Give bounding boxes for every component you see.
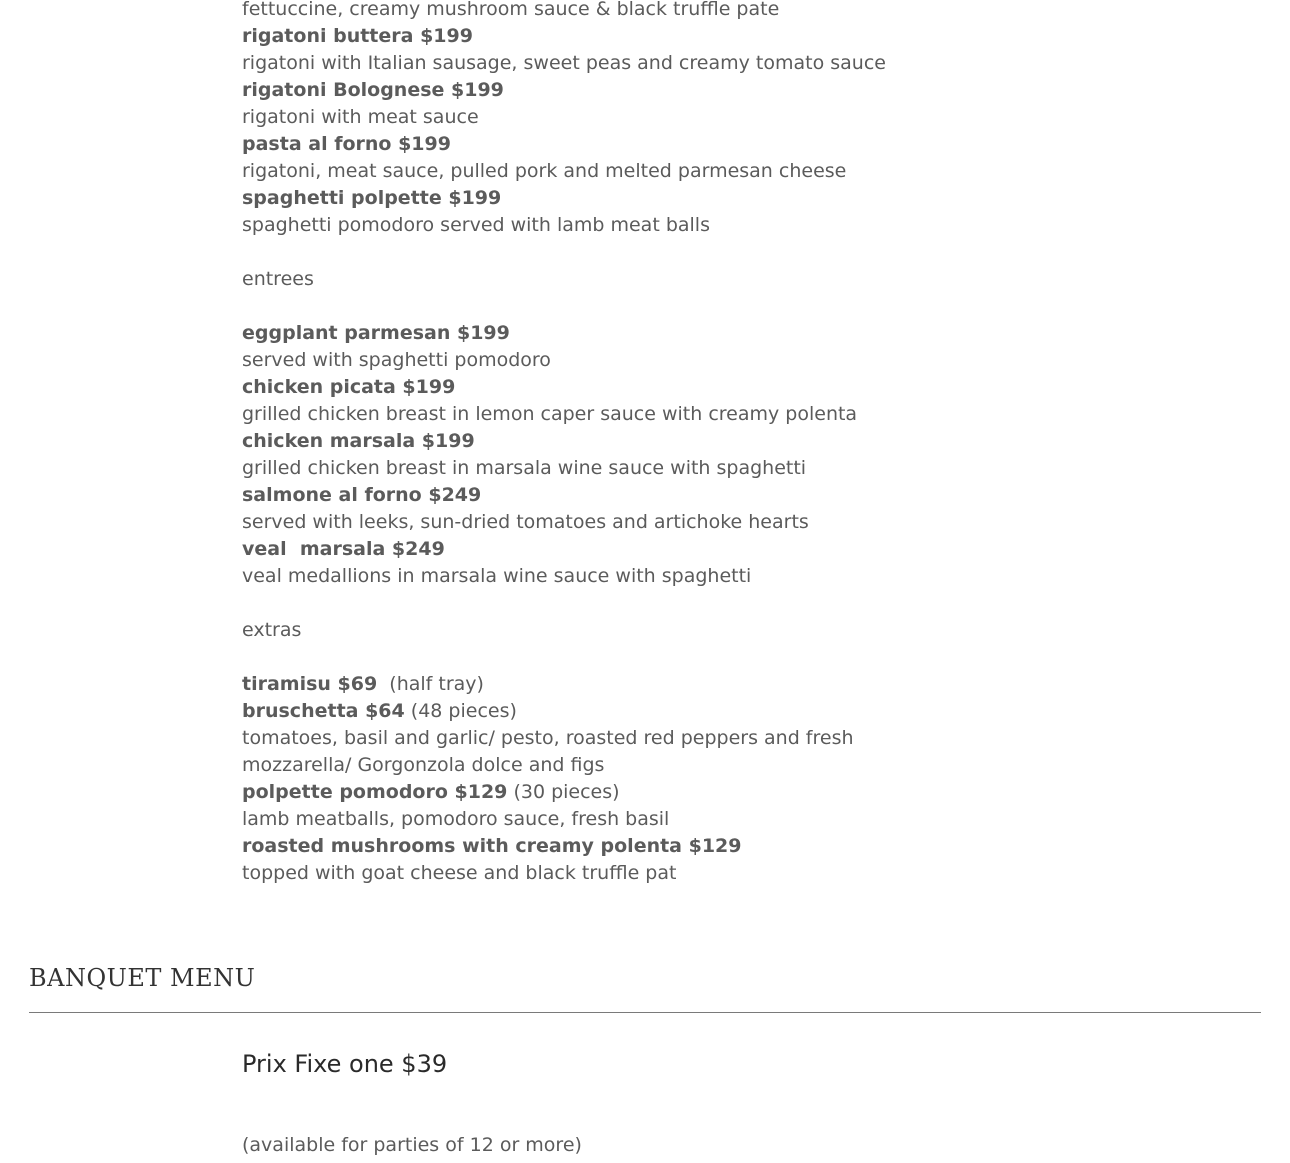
- menu-item-polpette-pomodoro: [242, 779, 1202, 806]
- menu-item-description: tomatoes, basil and garlic/ pesto, roasted red peppers and fresh mozzarella/ Gorgonzola dolce and figs: [242, 727, 854, 776]
- menu-item-description: spaghetti pomodoro served with lamb meat balls: [242, 214, 710, 236]
- menu-item-note: (48 pieces): [404, 700, 517, 722]
- menu-item-rigatoni-bolognese: rigatoni Bolognese $199: [242, 79, 504, 101]
- menu-item-name: bruschetta $64: [242, 700, 405, 722]
- menu-item-description: rigatoni, meat sauce, pulled pork and melted parmesan cheese: [242, 160, 847, 182]
- menu-item-description: grilled chicken breast in marsala wine sauce with spaghetti: [242, 457, 807, 479]
- menu-item-spaghetti-polpette: spaghetti polpette $199: [242, 187, 502, 209]
- menu-item-tiramisu: [242, 671, 1202, 698]
- prix-fixe-availability: (available for parties of 12 or more): [242, 1134, 582, 1156]
- spacer: [242, 293, 1202, 320]
- menu-item-roasted-mushrooms: roasted mushrooms with creamy polenta $129: [242, 835, 742, 857]
- spacer: [242, 239, 1202, 266]
- menu-item-bruschetta: [242, 698, 1202, 725]
- menu-item-description: topped with goat cheese and black truffle pat: [242, 862, 677, 884]
- menu-item-note: (half tray): [377, 673, 484, 695]
- menu-item-note: (30 pieces): [507, 781, 620, 803]
- menu-item-description: rigatoni with Italian sausage, sweet peas and creamy tomato sauce: [242, 52, 886, 74]
- menu-item-chicken-marsala: chicken marsala $199: [242, 430, 475, 452]
- menu-item-description: veal medallions in marsala wine sauce with spaghetti: [242, 565, 752, 587]
- menu-item-description: served with leeks, sun-dried tomatoes and artichoke hearts: [242, 511, 809, 533]
- menu-item-chicken-picata: chicken picata $199: [242, 376, 456, 398]
- spacer: [242, 590, 1202, 617]
- section-heading-entrees: entrees: [242, 268, 314, 290]
- menu-item-description: lamb meatballs, pomodoro sauce, fresh basil: [242, 808, 670, 830]
- section-heading-extras: extras: [242, 619, 302, 641]
- menu-item-name: polpette pomodoro $129: [242, 781, 508, 803]
- spacer: [242, 644, 1202, 671]
- pasta-intro-description: fettuccine, creamy mushroom sauce & black truffle pate: [242, 0, 780, 20]
- menu-item-salmone-al-forno: salmone al forno $249: [242, 484, 482, 506]
- banquet-menu-heading: BANQUET MENU: [29, 964, 256, 992]
- menu-item-description: rigatoni with meat sauce: [242, 106, 479, 128]
- menu-item-pasta-al-forno: pasta al forno $199: [242, 133, 451, 155]
- menu-item-eggplant-parmesan: eggplant parmesan $199: [242, 322, 510, 344]
- menu-item-description: grilled chicken breast in lemon caper sauce with creamy polenta: [242, 403, 858, 425]
- menu-item-name: tiramisu $69: [242, 673, 378, 695]
- menu-item-description: served with spaghetti pomodoro: [242, 349, 551, 371]
- section-divider: [29, 1012, 1261, 1013]
- prix-fixe-title: Prix Fixe one $39: [242, 1050, 448, 1078]
- menu-item-rigatoni-buttera: rigatoni buttera $199: [242, 25, 473, 47]
- menu-item-veal-marsala: veal marsala $249: [242, 538, 445, 560]
- menu-list: [242, 0, 1202, 887]
